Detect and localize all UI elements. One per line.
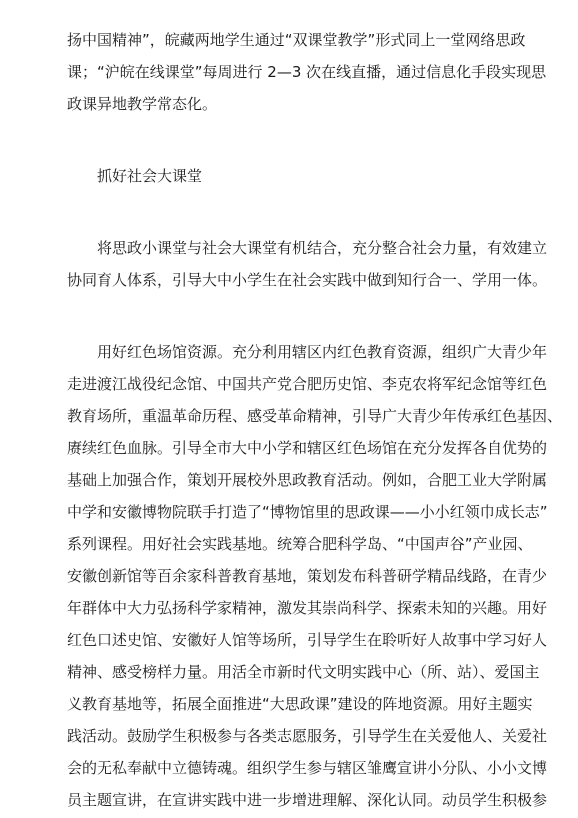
section-heading: 抓好社会大课堂 (97, 167, 203, 185)
paragraph-line: 会的无私奉献中立德铸魂。组织学生参与辖区雏鹰宣讲小分队、小小文博 (67, 759, 548, 777)
paragraph-line: 用好红色场馆资源。充分利用辖区内红色教育资源，组织广大青少年 (97, 343, 548, 361)
paragraph-line: 将思政小课堂与社会大课堂有机结合，充分整合社会力量，有效建立 (97, 239, 548, 257)
paragraph-line: 践活动。鼓励学生积极参与各类志愿服务，引导学生在关爱他人、关爱社 (67, 727, 548, 745)
paragraph-line: 教育场所，重温革命历程、感受革命精神，引导广大青少年传承红色基因、 (67, 407, 563, 425)
paragraph-line: 员主题宣讲，在宣讲实践中进一步增进理解、深化认同。动员学生积极参 (67, 791, 548, 809)
paragraph-line: 赓续红色血脉。引导全市大中小学和辖区红色场馆在充分发挥各自优势的 (67, 439, 548, 457)
paragraph-line: 精神、感受榜样力量。用活全市新时代文明实践中心（所、站）、爱国主 (67, 663, 540, 681)
paragraph-line: 红色口述史馆、安徽好人馆等场所，引导学生在聆听好人故事中学习好人 (67, 631, 548, 649)
paragraph-line: 义教育基地等，拓展全面推进“大思政课”建设的阵地资源。用好主题实 (67, 695, 533, 713)
paragraph-line: 走进渡江战役纪念馆、中国共产党合肥历史馆、李克农将军纪念馆等红色 (67, 375, 548, 393)
paragraph-line: 系列课程。用好社会实践基地。统筹合肥科学岛、“中国声谷”产业园、 (67, 535, 533, 553)
paragraph-line: 年群体中大力弘扬科学家精神，激发其崇尚科学、探索未知的兴趣。用好 (67, 599, 548, 617)
paragraph-line: 扬中国精神”，皖藏两地学生通过“双课堂教学”形式同上一堂网络思政 (67, 31, 526, 49)
paragraph-line: 协同育人体系，引导大中小学生在社会实践中做到知行合一、学用一体。 (67, 271, 548, 289)
paragraph-line: 基础上加强合作，策划开展校外思政教育活动。例如，合肥工业大学附属 (67, 471, 548, 489)
paragraph-line: 课；“沪皖在线课堂”每周进行 2—3 次在线直播，通过信息化手段实现思 (67, 63, 547, 81)
paragraph-line: 中学和安徽博物院联手打造了“博物馆里的思政课——小小红领巾成长志” (67, 503, 548, 521)
paragraph-line: 安徽创新馆等百余家科普教育基地，策划发布科普研学精品线路，在青少 (67, 567, 548, 585)
paragraph-line: 政课异地教学常态化。 (67, 95, 218, 113)
